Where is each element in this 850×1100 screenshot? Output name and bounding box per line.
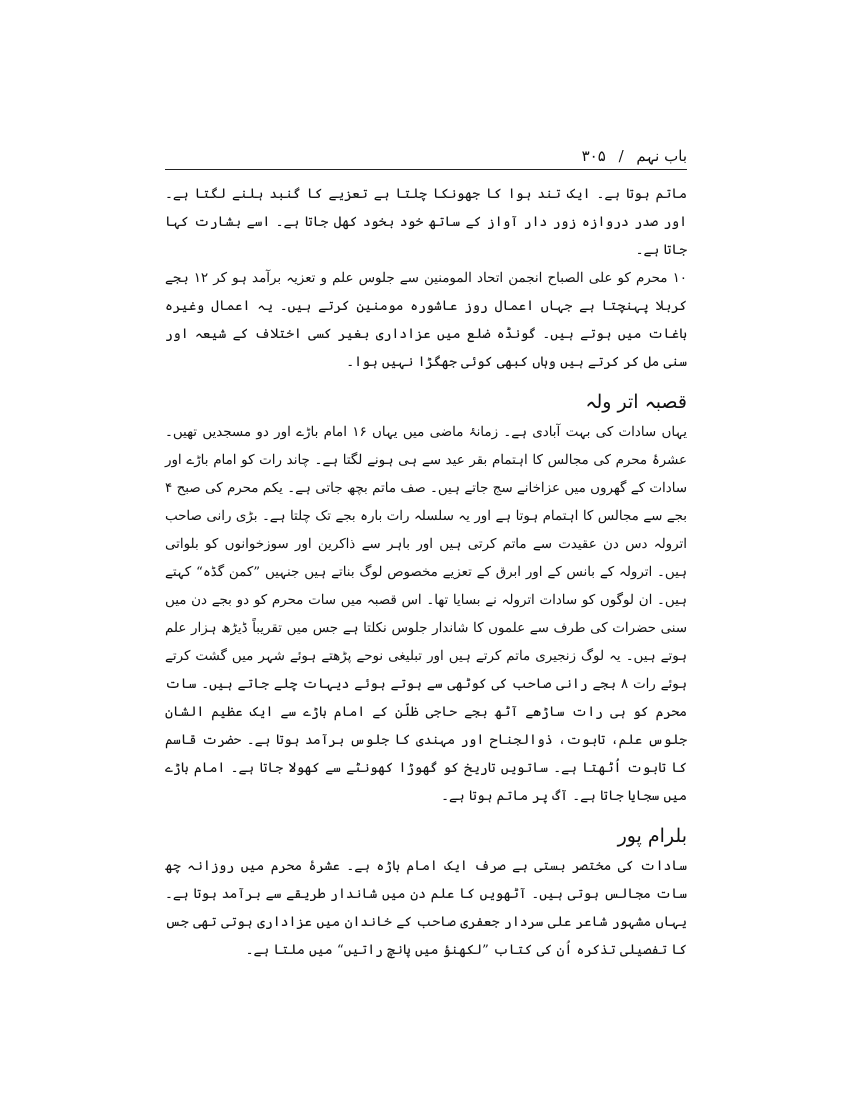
body-paragraph: سادات کی مختصر بستی ہے صرف ایک امام باڑہ ہے۔ عشرۂ محرم میں روزانہ چھ سات مجالس ہوتی ہیں۔ آٹھویں کا علم دن میں شاندار طریقے سے برآمد ہوتا ہے۔ یہاں مشہور شاعر علی سردار جعفری صاحب کے خاندان میں عزاداری ہوتی تھی جس کا تفصیلی تذکرہ اُن کی کتاب ”لکھنؤ میں پانچ راتیں“ میں ملتا ہے۔ [165,859,687,958]
chapter-title: باب نہم [636,147,687,165]
section-heading: بلرام پور [617,825,687,847]
running-header [165,143,687,170]
body-paragraph: ماتم ہوتا ہے۔ ایک تند ہوا کا جھونکا چلتا ہے تعزیے کا گنبد ہلنے لگتا ہے۔ اور صدر دروازہ زور دار آواز کے ساتھ خود بخود کھل جاتا ہے۔ اسے بشارت کہا جاتا ہے۔ [165,187,687,258]
body-paragraph: ۱۰ محرم کو علی الصباح انجمن اتحاد المومنین سے جلوس علم و تعزیہ برآمد ہو کر ۱۲ بجے کربلا پہنچتا ہے جہاں اعمال روز عاشورہ مومنین کرتے ہیں۔ یہ اعمال وغیرہ باغات میں ہوتے ہیں۔ گونڈہ ضلع میں عزاداری بغیر کسی اختلاف کے شیعہ اور سنی مل کر کرتے ہیں وہاں کبھی کوئی جھگڑا نہیں ہوا۔ [165,271,687,370]
header-separator: / [618,147,624,165]
page-number: ۳۰۵ [581,147,606,165]
section-heading: قصبہ اتر ولہ [585,391,687,413]
body-paragraph: یہاں سادات کی بہت آبادی ہے۔ زمانۂ ماضی میں یہاں ۱۶ امام باڑے اور دو مسجدیں تھیں۔ عشرۂ محرم کی مجالس کا اہتمام بقر عید سے ہی ہونے لگتا ہے۔ چاند رات کو امام باڑے اور سادات کے گھروں میں عزاخانے سج جاتے ہیں۔ صف ماتم بچھ جاتی ہے۔ یکم محرم کی صبح ۴ بجے سے مجالس کا اہتمام ہوتا ہے اور یہ سلسلہ رات بارہ بجے تک چلتا ہے۔ بڑی رانی صاحب اترولہ دس دن عقیدت سے ماتم کرتی ہیں اور باہر سے ذاکرین اور سوزخوانوں کو بلواتی ہیں۔ اترولہ کے بانس کے اور ابرق کے تعزیے مخصوص لوگ بناتے ہیں جنہیں ”کمن گڈہ“ کہتے ہیں۔ ان لوگوں کو سادات اترولہ نے بسایا تھا۔ اس قصبہ میں سات محرم کو دو بجے دن میں سنی حضرات کی طرف سے علموں کا شاندار جلوس نکلتا ہے جس میں تقریباً ڈیڑھ ہزار علم ہوتے ہیں۔ یہ لوگ زنجیری ماتم کرتے ہیں اور تبلیغی نوحے پڑھتے ہوئے شہر میں گشت کرتے ہوئے رات ۸ بجے رانی صاحب کی کوٹھی سے ہوتے ہوئے دیہات چلے جاتے ہیں۔ سات محرم کو ہی رات ساڑھے آٹھ بجے حاجی ظلّن کے امام باڑے سے ایک عظیم الشان جلوس علم، تابوت، ذوالجناح اور مہندی کا جلوس برآمد ہوتا ہے۔ حضرت قاسم کا تابوت اُٹھتا ہے۔ ساتویں تاریخ کو گھوڑا کھونٹے سے کھولا جاتا ہے۔ امام باڑے میں سجایا جاتا ہے۔ آگ پر ماتم ہوتا ہے۔ [165,425,687,804]
page-body [165,181,687,965]
